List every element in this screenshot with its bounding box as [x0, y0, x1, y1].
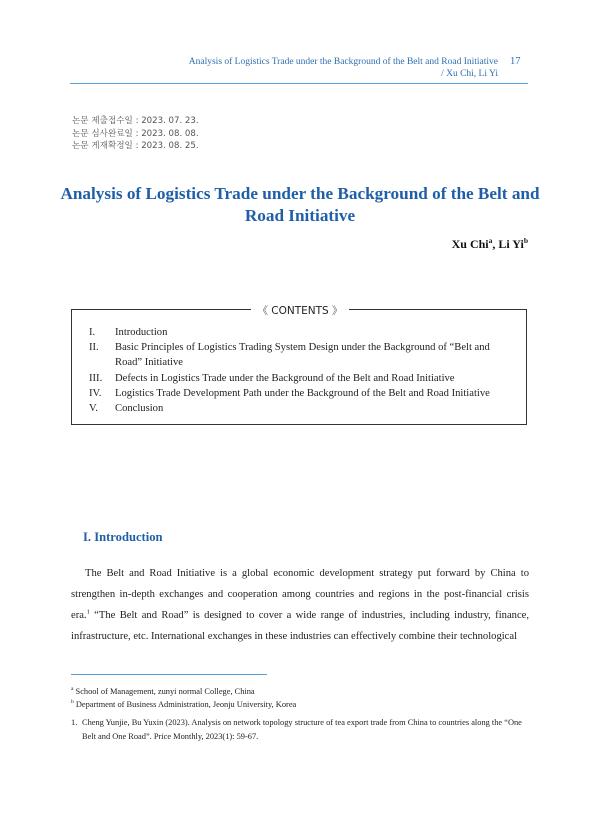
author-2: Li Yi	[498, 237, 524, 251]
toc-item	[89, 325, 519, 340]
footnote-row	[71, 716, 531, 743]
body-text-part-2: “The Belt and Road” is designed to cover a wide range of industries, including industry, finance, infrastructure, etc. International exchanges in these industries can effectively combine their technological	[71, 610, 529, 642]
footnote-ref: 1	[86, 608, 90, 616]
date-received: 논문 제출접수일 : 2023. 07. 23.	[72, 116, 199, 126]
running-header-authors: / Xu Chi, Li Yi	[441, 69, 498, 79]
footnote-1	[71, 716, 531, 743]
toc-item-text: Introduction	[115, 327, 168, 338]
affiliation-mark: b	[71, 699, 74, 705]
page-number: 17	[510, 56, 521, 67]
footnote-divider	[71, 674, 267, 675]
toc-item	[89, 340, 519, 370]
contents-heading-label: 《 CONTENTS 》	[251, 305, 348, 317]
toc-item-number: III.	[89, 372, 103, 384]
contents-heading	[0, 301, 600, 319]
footnote-text: Cheng Yunjie, Bu Yuxin (2023). Analysis on network topology structure of tea export trade from China to countries along the “One Belt and One Road”. Price Monthly, 2023(1): 59-67.	[82, 718, 522, 741]
paper-title-line-1: Analysis of Logistics Trade under the Background of the Belt and	[60, 184, 540, 203]
section-heading: I. Introduction	[83, 530, 163, 544]
toc-item-number: II.	[89, 342, 99, 354]
toc-item-number: I.	[89, 327, 96, 338]
affiliation-b	[71, 697, 296, 710]
toc-item	[89, 386, 519, 401]
toc-item-text: Conclusion	[115, 403, 164, 415]
affiliation-text: Department of Business Administration, Jeonju University, Korea	[75, 699, 297, 709]
affiliation-text: School of Management, zunyi normal College, China	[75, 686, 255, 696]
running-header-title: Analysis of Logistics Trade under the Background of the Belt and Road Initiative	[188, 57, 498, 67]
toc-item-text: Defects in Logistics Trade under the Background of the Belt and Road Initiative	[115, 372, 455, 384]
submission-dates	[72, 115, 199, 153]
toc-item-number: V.	[89, 403, 98, 415]
author-separator: ,	[492, 237, 499, 251]
table-of-contents	[89, 325, 519, 416]
toc-item	[89, 371, 519, 386]
toc-item	[89, 401, 519, 416]
author-2-affil-mark: b	[523, 236, 528, 245]
toc-item-text: Logistics Trade Development Path under the Background of the Belt and Road Initiative	[115, 387, 490, 399]
toc-item-text: Basic Principles of Logistics Trading System Design under the Background of “Belt and Road” Initiative	[115, 342, 490, 369]
date-accepted: 논문 게재확정일 : 2023. 08. 25.	[72, 141, 199, 151]
author-1: Xu Chi	[451, 237, 489, 251]
body-paragraph	[71, 563, 529, 647]
body-text-part-1: The Belt and Road Initiative is a global economic development strategy put forward by China to strengthen in-depth exchanges and cooperation among countries and regions in the post-financial crisis era.	[71, 568, 529, 621]
affiliation-mark: a	[71, 686, 74, 692]
paper-title-line-2: Road Initiative	[244, 206, 356, 225]
author-line	[452, 236, 528, 252]
affiliation-a	[71, 684, 255, 697]
header-divider	[70, 83, 528, 84]
paper-title	[60, 183, 540, 227]
author-1-affil-mark: a	[488, 236, 493, 245]
toc-item-number: IV.	[89, 387, 102, 399]
date-reviewed: 논문 심사완료일 : 2023. 08. 08.	[72, 128, 199, 139]
footnote-number: 1.	[71, 718, 78, 727]
